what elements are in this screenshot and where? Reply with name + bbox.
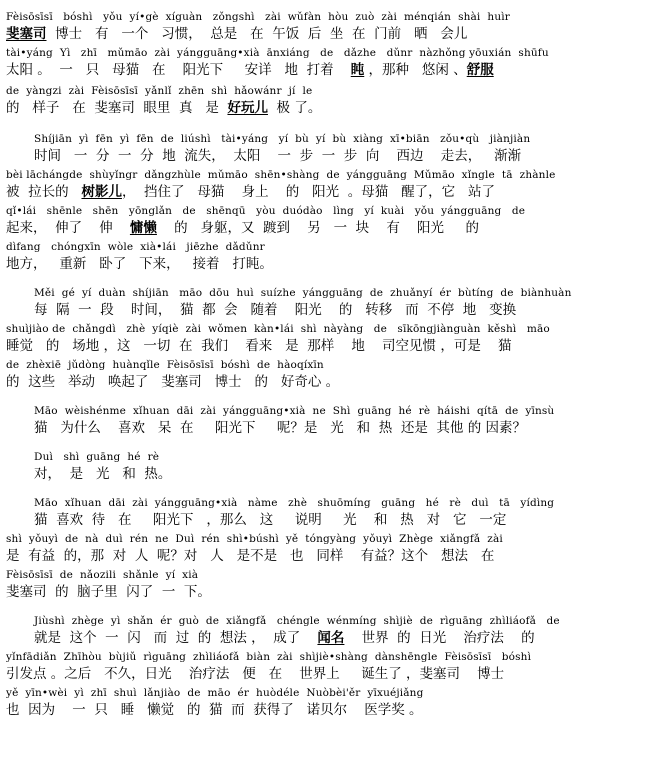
emphasized-word: 盹 [350,62,365,78]
chinese-line: 起来， 伸了 伸 慵懒 的 身躯，又 踱到 另 一 块 有 阳光 的 [6,220,479,236]
paragraph [6,132,647,276]
chinese-line: 是 有益 的，那 对 人 呢？对 人 是不是 也 同样 有益？这个 想法 在 [6,548,495,564]
line-pair [6,686,647,722]
pinyin-line: yǐnfādiǎn Zhīhòu bùjiǔ rìguāng zhìliáofǎ biàn zài shìjiè•shàng dànshēngle Fèisōsīsī bóshì [6,651,532,663]
chinese-line: 时间 一 分 一 分 地 流失， 太阳 一 步 一 步 向 西边 走去， 渐渐 [34,148,522,164]
pinyin-line: Fèisōsīsī bóshì yǒu yí•gè xíguàn zǒngshì zài wǔfàn hòu zuò zài ménqián shài huìr [6,11,510,23]
line-pair [6,496,647,532]
line-pair [6,568,647,604]
chinese-line: 太阳 。 一 只 母猫 在 阳光下 安详 地 打着 盹 ，那种 悠闲 、舒服 [6,62,494,78]
emphasized-word: 闻名 [317,630,345,646]
paragraph [6,84,647,120]
chinese-line: 被 拉长的 树影儿， 挡住了 母猫 身上 的 阳光 。母猫 醒了，它 站了 [6,184,495,200]
pinyin-line: Měi gé yí duàn shíjiān māo dōu huì suízhe yángguāng de zhuǎnyí ér bùtíng de biànhuàn [34,287,572,299]
pinyin-line: shì yǒuyì de nà duì rén ne Duì rén shì•búshì yě tóngyàng yǒuyì Zhège xiǎngfǎ zài [6,533,503,545]
pinyin-line: bèi lāchángde shùyǐngr dǎngzhùle mǔmāo shēn•shàng de yángguāng Mǔmāo xǐngle tā zhànle [6,169,556,181]
pinyin-line: de zhèxiē jǔdòng huànqǐle Fèisōsīsī bóshì de hàoqíxīn [6,359,324,371]
pinyin-line: yě yīn•wèi yì zhī shuì lǎnjiào de māo ér huòdéle Nuòbèi'ěr yīxuéjiǎng [6,687,424,699]
pinyin-reading-passage [6,10,647,722]
line-pair [6,404,647,440]
pinyin-line: Māo xǐhuan dāi zài yángguāng•xià nàme zhè shuōmíng guāng hé rè duì tā yídìng [34,497,555,509]
chinese-line: 每 隔 一 段 时间， 猫 都 会 随着 阳光 的 转移 而 不停 地 变换 [34,302,517,318]
emphasized-word: 好玩儿 [227,100,268,116]
chinese-line: 猫 喜欢 待 在 阳光下 ，那么 这 说明 光 和 热 对 它 一定 [34,512,507,528]
line-pair [6,358,647,394]
pinyin-line: qǐ•lái shēnle shēn yōnglǎn de shēnqū yòu duódào lìng yí kuài yǒu yángguāng de [6,205,526,217]
emphasized-word: 舒服 [466,62,494,78]
pinyin-line: shuìjiào de chǎngdì zhè yíqiè zài wǒmen kàn•lái shì nàyàng de sīkōngjiànguàn kěshì māo [6,323,550,335]
paragraph [6,286,647,394]
chinese-line: 引发点 。之后 不久，日光 治疗法 便 在 世界上 诞生了 ，斐塞司 博士 [6,666,505,682]
pinyin-line: de yàngzi zài Fèisōsīsī yǎnlǐ zhēn shì hǎowánr jí le [6,85,313,97]
chinese-line: 的 样子 在 斐塞司 眼里 真 是 好玩儿 极 了。 [6,100,322,116]
pinyin-line: Māo wèishénme xǐhuan dāi zài yángguāng•xià ne Shì guāng hé rè háishi qítā de yīnsù [34,405,555,417]
pinyin-line: Fèisōsīsī de nǎozili shǎnle yí xià [6,569,199,581]
line-pair [6,10,647,46]
paragraph [6,496,647,604]
line-pair [6,286,647,322]
line-pair [6,132,647,168]
emphasized-word: 树影儿 [81,184,122,200]
emphasized-word: 斐塞司 [6,26,47,42]
chinese-line: 就是 这个 一 闪 而 过 的 想法 ， 成了 闻名 世界 的 日光 治疗法 的 [34,630,535,646]
line-pair [6,84,647,120]
line-pair [6,650,647,686]
pinyin-line: Duì shì guāng hé rè [34,451,160,463]
chinese-line: 斐塞司 博士 有 一个 习惯， 总是 在 午饭 后 坐 在 门前 晒 会儿 [6,26,468,42]
pinyin-line: dìfang chóngxīn wòle xià•lái jiēzhe dǎdǔnr [6,241,265,253]
line-pair [6,614,647,650]
paragraph [6,10,647,82]
chinese-line: 猫 为什么 喜欢 呆 在 阳光下 呢？是 光 和 热 还是 其他 的 因素？ [34,420,526,436]
line-pair [6,322,647,358]
chinese-line: 也 因为 一 只 睡 懒觉 的 猫 而 获得了 诺贝尔 医学奖 。 [6,702,423,718]
pinyin-line: tài•yáng Yì zhī mǔmāo zài yángguāng•xià ānxiáng de dǎzhe dǔnr nàzhǒng yōuxián shūfu [6,47,549,59]
line-pair [6,450,647,486]
line-pair [6,46,647,82]
line-pair [6,240,647,276]
chinese-line: 睡觉 的 场地 ，这 一切 在 我们 看来 是 那样 地 司空见惯 ，可是 猫 [6,338,512,354]
paragraph [6,450,647,486]
pinyin-line: Shíjiān yì fēn yì fēn de liúshì tài•yáng yí bù yí bù xiàng xī•biān zǒu•qù jiànjiàn [34,133,531,145]
chinese-line: 斐塞司 的 脑子里 闪了 一 下。 [6,584,211,600]
emphasized-word: 慵懒 [129,220,157,236]
pinyin-line: Jiùshì zhège yì shǎn ér guò de xiǎngfǎ chéngle wénmíng shìjiè de rìguāng zhìliáofǎ de [34,615,560,627]
chinese-line: 地方， 重新 卧了 下来， 接着 打盹。 [6,256,273,272]
chinese-line: 的 这些 举动 唤起了 斐塞司 博士 的 好奇心 。 [6,374,340,390]
paragraph [6,614,647,722]
line-pair [6,204,647,240]
paragraph [6,404,647,440]
chinese-line: 对， 是 光 和 热。 [34,466,172,482]
line-pair [6,532,647,568]
line-pair [6,168,647,204]
